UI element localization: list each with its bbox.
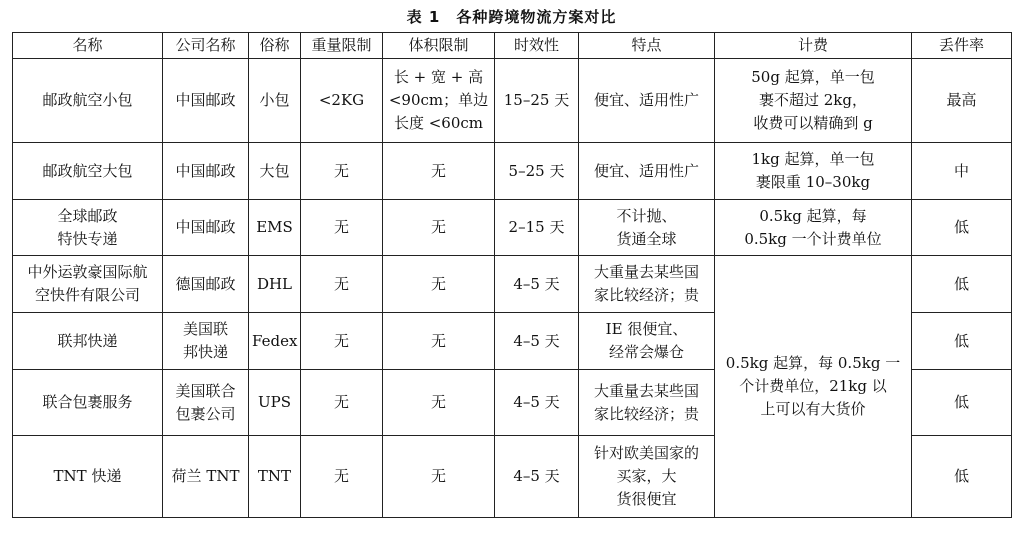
cell-loss: 中 bbox=[912, 143, 1012, 200]
cell-time: 15–25 天 bbox=[495, 59, 579, 143]
cell-volume: 长 + 宽 + 高 <90cm；单边 长度 <60cm bbox=[383, 59, 495, 143]
cell-time: 2–15 天 bbox=[495, 200, 579, 256]
cell-name: 联邦快递 bbox=[13, 313, 163, 370]
cell-alias: 大包 bbox=[249, 143, 301, 200]
cell-name: 中外运敦豪国际航 空快件有限公司 bbox=[13, 256, 163, 313]
cell-feature: IE 很便宜、 经常会爆仓 bbox=[579, 313, 715, 370]
cell-company: 中国邮政 bbox=[163, 143, 249, 200]
cell-weight: 无 bbox=[301, 370, 383, 436]
cell-loss: 低 bbox=[912, 436, 1012, 518]
cell-weight: 无 bbox=[301, 143, 383, 200]
cell-feature: 便宜、适用性广 bbox=[579, 59, 715, 143]
cell-weight: 无 bbox=[301, 200, 383, 256]
cell-volume: 无 bbox=[383, 370, 495, 436]
cell-company: 美国联 邦快递 bbox=[163, 313, 249, 370]
cell-loss: 低 bbox=[912, 313, 1012, 370]
cell-company: 中国邮政 bbox=[163, 59, 249, 143]
cell-time: 5–25 天 bbox=[495, 143, 579, 200]
cell-alias: UPS bbox=[249, 370, 301, 436]
cell-time: 4–5 天 bbox=[495, 436, 579, 518]
cell-loss: 低 bbox=[912, 370, 1012, 436]
cell-company: 美国联合 包裹公司 bbox=[163, 370, 249, 436]
header-row bbox=[13, 33, 1012, 59]
table-row bbox=[13, 59, 1012, 143]
header-cell-fee: 计费 bbox=[715, 33, 912, 59]
header-cell-alias: 俗称 bbox=[249, 33, 301, 59]
cell-name: 邮政航空小包 bbox=[13, 59, 163, 143]
cell-name: 全球邮政 特快专递 bbox=[13, 200, 163, 256]
cell-volume: 无 bbox=[383, 436, 495, 518]
header-cell-name: 名称 bbox=[13, 33, 163, 59]
cell-time: 4–5 天 bbox=[495, 256, 579, 313]
cell-weight: 无 bbox=[301, 313, 383, 370]
header-cell-volume: 体积限制 bbox=[383, 33, 495, 59]
header-cell-company: 公司名称 bbox=[163, 33, 249, 59]
header-cell-time: 时效性 bbox=[495, 33, 579, 59]
cell-volume: 无 bbox=[383, 256, 495, 313]
header-cell-loss: 丢件率 bbox=[912, 33, 1012, 59]
cell-loss: 低 bbox=[912, 256, 1012, 313]
cell-alias: 小包 bbox=[249, 59, 301, 143]
cell-feature: 大重量去某些国 家比较经济；贵 bbox=[579, 256, 715, 313]
cell-feature: 不计抛、 货通全球 bbox=[579, 200, 715, 256]
cell-feature: 便宜、适用性广 bbox=[579, 143, 715, 200]
cell-feature: 针对欧美国家的 买家，大 货很便宜 bbox=[579, 436, 715, 518]
cell-volume: 无 bbox=[383, 143, 495, 200]
table-row bbox=[13, 143, 1012, 200]
cell-fee: 50g 起算，单一包 裹不超过 2kg， 收费可以精确到 g bbox=[715, 59, 912, 143]
logistics-comparison-table bbox=[12, 32, 1012, 518]
header-cell-weight: 重量限制 bbox=[301, 33, 383, 59]
cell-fee: 1kg 起算，单一包 裹限重 10–30kg bbox=[715, 143, 912, 200]
cell-company: 中国邮政 bbox=[163, 200, 249, 256]
cell-name: 联合包裹服务 bbox=[13, 370, 163, 436]
cell-company: 荷兰 TNT bbox=[163, 436, 249, 518]
cell-weight: 无 bbox=[301, 436, 383, 518]
cell-time: 4–5 天 bbox=[495, 370, 579, 436]
cell-loss: 低 bbox=[912, 200, 1012, 256]
cell-feature: 大重量去某些国 家比较经济；贵 bbox=[579, 370, 715, 436]
cell-fee: 0.5kg 起算，每 0.5kg 一个计费单位 bbox=[715, 200, 912, 256]
cell-alias: DHL bbox=[249, 256, 301, 313]
table-row bbox=[13, 200, 1012, 256]
cell-fee-shared: 0.5kg 起算，每 0.5kg 一 个计费单位，21kg 以 上可以有大货价 bbox=[715, 256, 912, 518]
table-caption: 表 1 各种跨境物流方案对比 bbox=[406, 8, 617, 26]
cell-name: TNT 快递 bbox=[13, 436, 163, 518]
cell-weight: 无 bbox=[301, 256, 383, 313]
cell-weight: <2KG bbox=[301, 59, 383, 143]
cell-time: 4–5 天 bbox=[495, 313, 579, 370]
cell-name: 邮政航空大包 bbox=[13, 143, 163, 200]
cell-volume: 无 bbox=[383, 200, 495, 256]
cell-volume: 无 bbox=[383, 313, 495, 370]
cell-company: 德国邮政 bbox=[163, 256, 249, 313]
header-cell-feature: 特点 bbox=[579, 33, 715, 59]
cell-alias: TNT bbox=[249, 436, 301, 518]
cell-alias: Fedex bbox=[249, 313, 301, 370]
cell-alias: EMS bbox=[249, 200, 301, 256]
table-row bbox=[13, 256, 1012, 313]
cell-loss: 最高 bbox=[912, 59, 1012, 143]
